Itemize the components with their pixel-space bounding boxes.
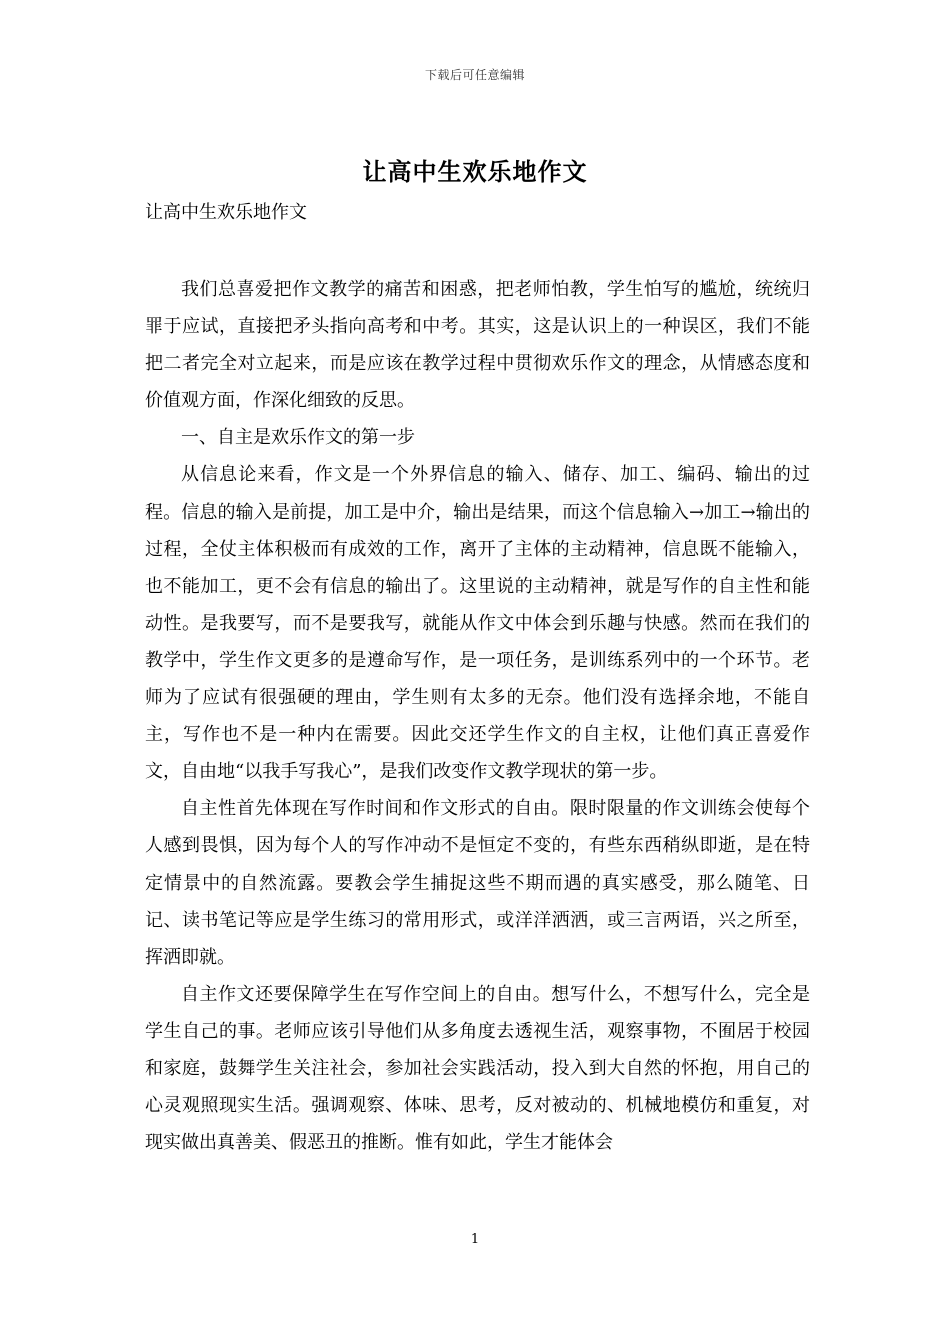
paragraph: 自主作文还要保障学生在写作空间上的自由。想写什么，不想写什么，完全是学生自己的事。老师应该引导他们从多角度去透视生活，观察事物，不囿居于校园和家庭，鼓舞学生关注社会，参加社会实践活动，投入到大自然的怀抱，用自己的心灵观照现实生活。强调观察、体味、思考，反对被动的、机械地模仿和重复，对现实做出真善美、假恶丑的推断。惟有如此，学生才能体会 [145,983,810,1154]
document-body [145,271,810,1161]
page-number: 1 [470,1232,480,1247]
paragraph: 从信息论来看，作文是一个外界信息的输入、储存、加工、编码、输出的过程。信息的输入是前提，加工是中介，输出是结果，而这个信息输入→加工→输出的过程，全仗主体积极而有成效的工作，离开了主体的主动精神，信息既不能输入，也不能加工，更不会有信息的输出了。这里说的主动精神，就是写作的自主性和能动性。是我要写，而不是要我写，就能从作文中体会到乐趣与快感。然而在我们的教学中，学生作文更多的是遵命写作，是一项任务，是训练系列中的一个环节。老师为了应试有很强硬的理由，学生则有太多的无奈。他们没有选择余地，不能自主，写作也不是一种内在需要。因此交还学生作文的自主权，让他们真正喜爱作文，自由地“以我手写我心”，是我们改变作文教学现状的第一步。 [145,464,810,783]
paragraph: 我们总喜爱把作文教学的痛苦和困惑，把老师怕教，学生怕写的尴尬，统统归罪于应试，直接把矛头指向高考和中考。其实，这是认识上的一种误区，我们不能把二者完全对立起来，而是应该在教学过程中贯彻欢乐作文的理念，从情感态度和价值观方面，作深化细致的反思。 [145,279,810,412]
paragraph: 自主性首先体现在写作时间和作文形式的自由。限时限量的作文训练会使每个人感到畏惧，因为每个人的写作冲动不是恒定不变的，有些东西稍纵即逝，是在特定情景中的自然流露。要教会学生捕捉这些不期而遇的真实感受，那么随笔、日记、读书笔记等应是学生练习的常用形式，或洋洋洒洒，或三言两语，兴之所至，挥洒即就。 [145,798,810,968]
document-subtitle: 让高中生欢乐地作文 [145,202,307,223]
section-heading: 一、自主是欢乐作文的第一步 [181,427,415,449]
document-title: 让高中生欢乐地作文 [362,157,588,186]
header-note: 下载后可任意编辑 [424,68,525,82]
